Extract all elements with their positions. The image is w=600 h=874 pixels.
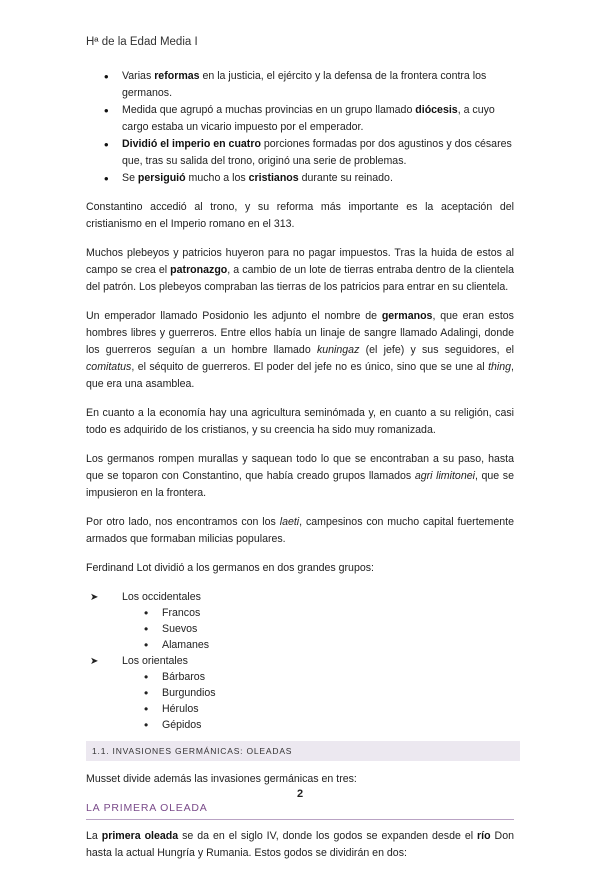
bullet-icon: •: [144, 606, 149, 620]
paragraph: Constantino accedió al trono, y su reforma más importante es la aceptación del cristianismo en el Imperio romano en el 313.: [86, 201, 514, 230]
paragraph: Muchos plebeyos y patricios huyeron para no pagar impuestos. Tras la huida de estos al campo se crea el patronazgo, a cambio de un lote de tierras entraba dentro de la clientela del patrón. Los plebeyos compraban las tierras de los patricios para entrar en su clientela.: [86, 247, 514, 293]
page-number: 2: [296, 788, 304, 800]
paragraph: En cuanto a la economía hay una agricultura seminómada y, en cuanto a su religión, casi todo es adquirido de los cristianos, y su creencia ha sido muy romanizada.: [86, 407, 514, 436]
paragraph: Ferdinand Lot dividió a los germanos en dos grandes grupos:: [86, 562, 374, 574]
paragraph: La primera oleada se da en el siglo IV, donde los godos se expanden desde el río Don hasta la actual Hungría y Rumania. Estos godos se dividirán en dos:: [86, 830, 514, 859]
bullet-icon: •: [144, 702, 149, 716]
paragraph: Por otro lado, nos encontramos con los laeti, campesinos con mucho capital fuertemente armados que formaban milicias populares.: [86, 516, 514, 545]
arrow-bullet-icon: ➤: [90, 656, 99, 667]
page-content: [86, 68, 514, 874]
bullet-icon: •: [144, 622, 149, 636]
group-title: ➤ Los occidentales: [86, 589, 514, 605]
germanic-groups-list: [86, 589, 514, 733]
bullet-icon: •: [144, 718, 149, 732]
list-item: • Francos: [144, 606, 201, 620]
arrow-bullet-icon: ➤: [90, 592, 99, 603]
list-item: • Alamanes: [144, 638, 210, 652]
reform-bullet-list: [86, 68, 514, 187]
section-heading: 1.1. INVASIONES GERMÁNICAS: OLEADAS: [86, 741, 520, 761]
list-item: • Gépidos: [144, 718, 202, 732]
bullet-icon: •: [144, 686, 149, 700]
list-item: • Dividió el imperio en cuatro porciones formadas por dos agustinos y dos césares que, tras su salida del trono, originó una serie de problemas.: [86, 136, 514, 170]
paragraph: Los germanos rompen murallas y saquean todo lo que se encontraban a su paso, hasta que se toparon con Constantino, que había creado grupos llamados agri limitonei, que se impusieron en la frontera.: [86, 453, 514, 499]
list-item: • Suevos: [144, 622, 198, 636]
page-header: Hª de la Edad Media I: [86, 36, 198, 48]
list-item: • Varias reformas en la justicia, el ejército y la defensa de la frontera contra los germanos.: [86, 68, 514, 102]
list-item: • Burgundios: [144, 686, 216, 700]
list-item: • Medida que agrupó a muchas provincias en un grupo llamado diócesis, a cuyo cargo estaba un vicario impuesto por el emperador.: [86, 102, 514, 136]
paragraph: Un emperador llamado Posidonio les adjunto el nombre de germanos, que eran estos hombres libres y guerreros. Entre ellos había un linaje de sangre llamado Adalingi, donde los guerreros seguían a un hombre llamado kuningaz (el jefe) y sus seguidores, el comitatus, el séquito de guerreros. El poder del jefe no es único, sino que se une al thing, que era una asamblea.: [86, 310, 514, 390]
bullet-icon: •: [144, 638, 149, 652]
list-item: • Se persiguió mucho a los cristianos durante su reinado.: [86, 170, 514, 187]
group-title: ➤ Los orientales: [86, 653, 514, 669]
bullet-icon: •: [144, 670, 149, 684]
list-item: • Bárbaros: [144, 670, 205, 684]
subsection-heading: LA PRIMERA OLEADA: [86, 800, 514, 820]
list-item: • Hérulos: [144, 702, 199, 716]
paragraph: Musset divide además las invasiones germánicas en tres:: [86, 773, 357, 785]
